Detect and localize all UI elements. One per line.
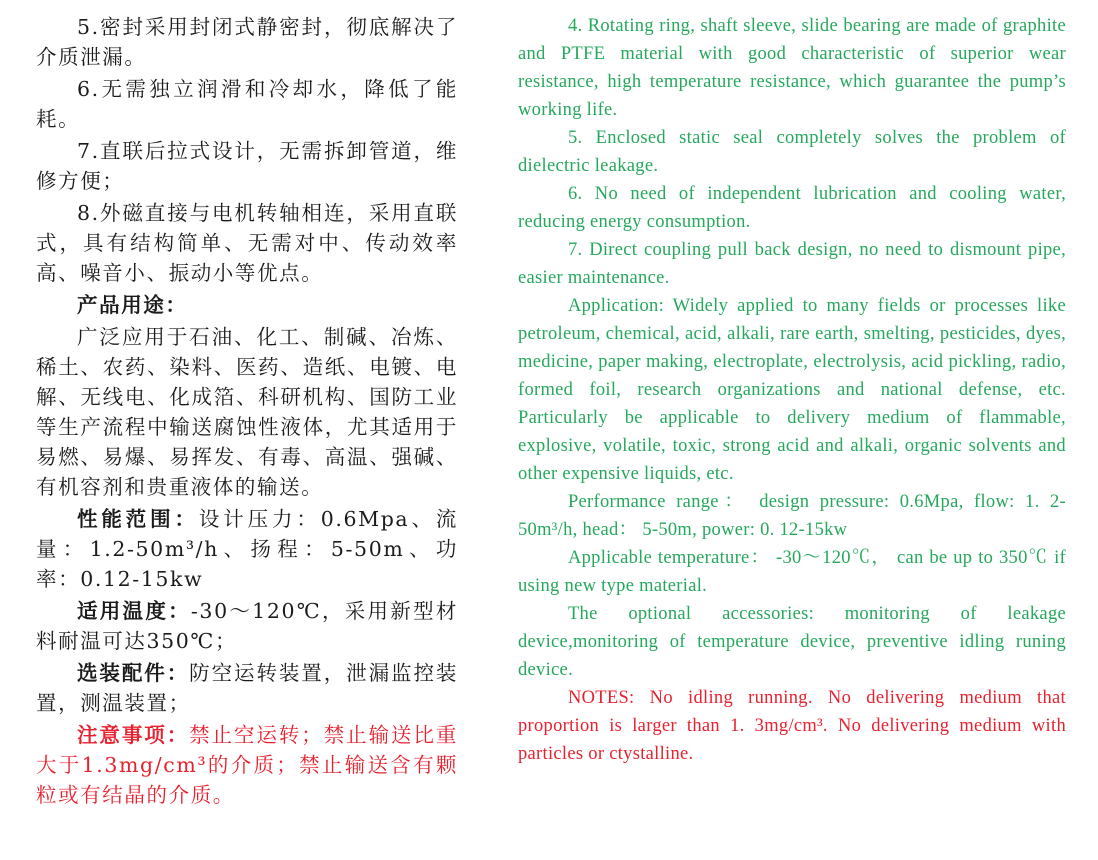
cn-accessories xyxy=(36,658,458,718)
cn-item-6: 6.无需独立润滑和冷却水，降低了能耗。 xyxy=(36,77,458,131)
chinese-column xyxy=(36,12,458,812)
en-item-4: 4. Rotating ring, shaft sleeve, slide bearing are made of graphite and PTFE material with good characteristic of superior wear resistance, high temperature resistance, which guarantee the pump’s working life. xyxy=(518,16,1066,120)
cn-performance-body: 设计压力：0.6Mpa、流量：1.2-50m³/h、扬程：5-50m、功率：0.12-15kw xyxy=(36,507,458,591)
cn-application-body: 广泛应用于石油、化工、制碱、冶炼、稀土、农药、染料、医药、造纸、电镀、电解、无线电、化成箔、科研机构、国防工业等生产流程中输送腐蚀性液体，尤其适用于易燃、易爆、易挥发、有毒、高温、强碱、有机容剂和贵重液体的输送。 xyxy=(36,325,458,499)
en-accessories: The optional accessories: monitoring of leakage device,monitoring of temperature device, preventive idling runing device. xyxy=(518,604,1066,680)
cn-item-5: 5.密封采用封闭式静密封，彻底解决了介质泄漏。 xyxy=(36,15,458,69)
english-column xyxy=(518,12,1066,768)
cn-item-7: 7.直联后拉式设计，无需拆卸管道，维修方便； xyxy=(36,139,458,193)
en-performance: Performance range： design pressure: 0.6Mpa, flow: 1. 2-50m³/h, head： 5-50m, power: 0. 12-15kw xyxy=(518,492,1066,540)
cn-accessories-body: 防空运转装置，泄漏监控装置，测温装置； xyxy=(36,661,458,715)
en-item-5: 5. Enclosed static seal completely solves the problem of dielectric leakage. xyxy=(518,128,1066,176)
en-notes: NOTES: No idling running. No delivering medium that proportion is larger than 1. 3mg/cm³. No delivering medium with particles or ctystalline. xyxy=(518,688,1066,764)
en-item-7: 7. Direct coupling pull back design, no need to dismount pipe, easier maintenance. xyxy=(518,240,1066,288)
cn-accessories-label: 选装配件： xyxy=(77,661,190,685)
en-item-6: 6. No need of independent lubrication and cooling water, reducing energy consumption. xyxy=(518,184,1066,232)
cn-notes-label: 注意事项： xyxy=(77,723,190,747)
cn-performance xyxy=(36,504,458,594)
en-temperature: Applicable temperature： -30～120℃， can be up to 350℃ if using new type material. xyxy=(518,548,1066,596)
cn-temperature-label: 适用温度： xyxy=(77,599,191,623)
cn-temperature xyxy=(36,596,458,656)
cn-item-8: 8.外磁直接与电机转轴相连，采用直联式，具有结构简单、无需对中、传动效率高、噪音小、振动小等优点。 xyxy=(36,201,458,285)
cn-application-title: 产品用途： xyxy=(77,293,188,317)
cn-temperature-body: -30～120℃，采用新型材料耐温可达350℃； xyxy=(36,599,458,653)
cn-notes xyxy=(36,720,458,810)
en-application: Application: Widely applied to many fields or processes like petroleum, chemical, acid, alkali, rare earth, smelting, pesticides, dyes, medicine, paper making, electroplate, electrolysis, acid pickling, radio, formed foil, research organizations and national defense, etc. Particularly be applicable to delivery medium of flammable, explosive, volatile, toxic, strong acid and alkali, organic solvents and other expensive liquids, etc. xyxy=(518,296,1066,484)
cn-performance-label: 性能范围： xyxy=(77,507,199,531)
cn-notes-body: 禁止空运转；禁止输送比重大于1.3mg/cm³的介质；禁止输送含有颗粒或有结晶的介质。 xyxy=(36,723,458,807)
